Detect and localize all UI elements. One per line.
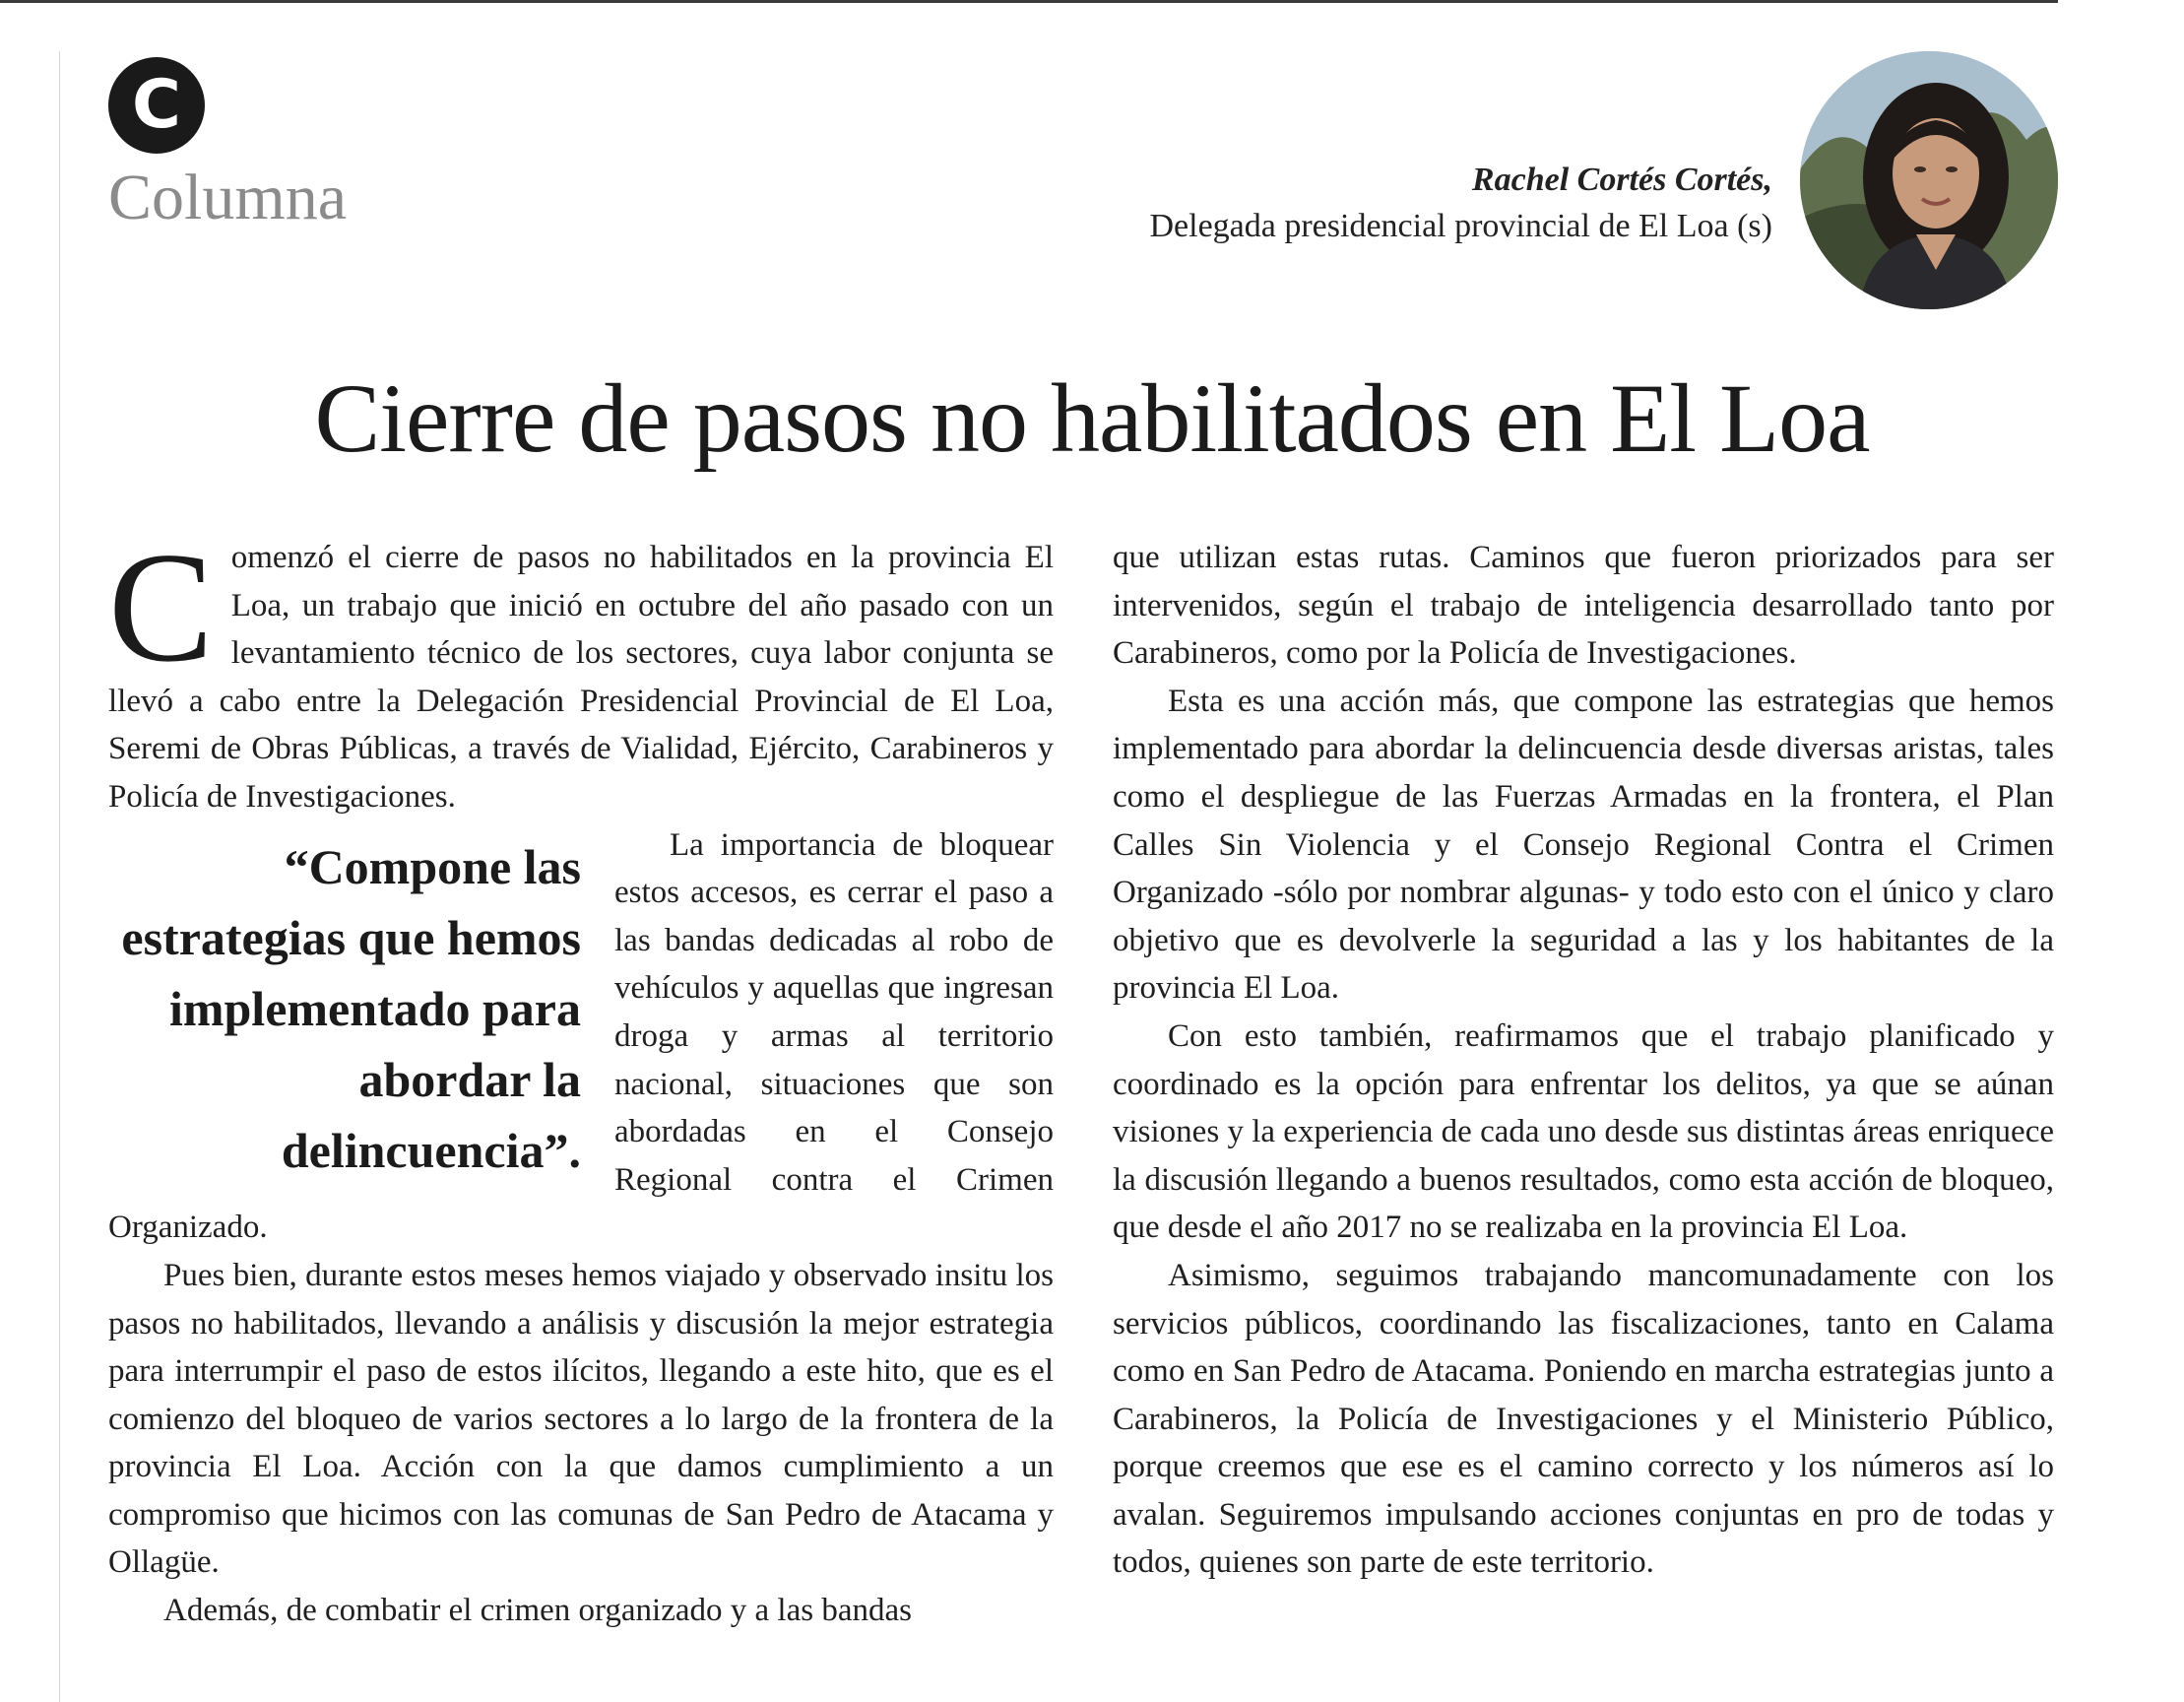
paragraph-4-continued: que utilizan estas rutas. Caminos que fueron priorizados para ser intervenidos, según el trabajo de inteligencia desarrollado tanto por Carabineros, como por la Policía de Investigaciones. bbox=[1113, 540, 2054, 672]
left-column-rule bbox=[59, 51, 60, 1702]
section-label: Columna bbox=[108, 162, 347, 233]
paragraph-7: Asimismo, seguimos trabajando mancomunadamente con los servicios públicos, coordinando las fiscalizaciones, tanto en Calama como en San Pedro de Atacama. Poniendo en marcha estrategias junto a Carabineros, la Policía de Investigaciones y el Ministerio Público, porque creemos que ese es el camino correcto y los números así lo avalan. Seguiremos impulsando acciones conjuntas en pro de todas y todos, quienes son parte de este territorio. bbox=[1113, 1257, 2054, 1581]
author-photo bbox=[1800, 51, 2058, 309]
top-rule bbox=[0, 0, 2058, 3]
article-column-left bbox=[108, 519, 1054, 1635]
paragraph-1 bbox=[108, 519, 1054, 821]
paragraph-1-text: omenzó el cierre de pasos no habilitados en la provincia El Loa, un trabajo que inició en octubre del año pasado con un levantamiento técnico de los sectores, cuya labor conjunta se llevó a cabo entre la Delegación Presidencial Provincial de El Loa, Seremi de Obras Públicas, a través de Vialidad, Ejército, Carabineros y Policía de Investigaciones. bbox=[108, 540, 1054, 815]
author-role: Delegada presidencial provincial de El Loa (s) bbox=[1149, 208, 1772, 244]
paragraph-5: Esta es una acción más, que compone las estrategias que hemos implementado para abordar la delincuencia desde diversas aristas, tales como el despliegue de las Fuerzas Armadas en la frontera, el Plan Calles Sin Violencia y el Consejo Regional Contra el Crimen Organizado -sólo por nombrar algunas- y todo esto con el único y claro objetivo que es devolverle la seguridad a las y los habitantes de la provincia El Loa. bbox=[1113, 683, 2054, 1007]
drop-cap: C bbox=[108, 519, 214, 694]
section-badge: C bbox=[108, 57, 205, 154]
paragraph-4-start: Además, de combatir el crimen organizado y a las bandas bbox=[163, 1593, 912, 1629]
pull-quote: “Compone las estrategias que hemos implementado para abordar la delincuencia”. bbox=[121, 838, 581, 1178]
article-headline: Cierre de pasos no habilitados en El Loa bbox=[314, 363, 1870, 473]
author-byline bbox=[1149, 158, 1772, 250]
author-name: Rachel Cortés Cortés, bbox=[1471, 162, 1772, 198]
paragraph-3: Pues bien, durante estos meses hemos viajado y observado insitu los pasos no habilitados, llevando a análisis y discusión la mejor estrategia para interrumpir el paso de estos ilícitos, llegando a este hito, que es el comienzo del bloqueo de varios sectores a lo largo de la frontera de la provincia El Loa. Acción con la que damos cumplimiento a un compromiso que hicimos con las comunas de San Pedro de Atacama y Ollagüe. bbox=[108, 1257, 1054, 1581]
paragraph-6: Con esto también, reafirmamos que el trabajo planificado y coordinado es la opción para enfrentar los delitos, ya que se aúnan visiones y la experiencia de cada uno desde sus distintas áreas enriquece la discusión llegando a buenos resultados, como esta acción de bloqueo, que desde el año 2017 no se realizaba en la provincia El Loa. bbox=[1113, 1017, 2054, 1246]
article-column-right bbox=[1113, 534, 2054, 1587]
paragraph-2: La importancia de bloquear estos accesos, es cerrar el paso a las bandas dedicadas al robo de vehículos y aquellas que ingresan droga y armas al territorio nacional, situaciones que son abordadas en el Consejo Regional contra el Crimen Organizado. bbox=[108, 826, 1054, 1246]
